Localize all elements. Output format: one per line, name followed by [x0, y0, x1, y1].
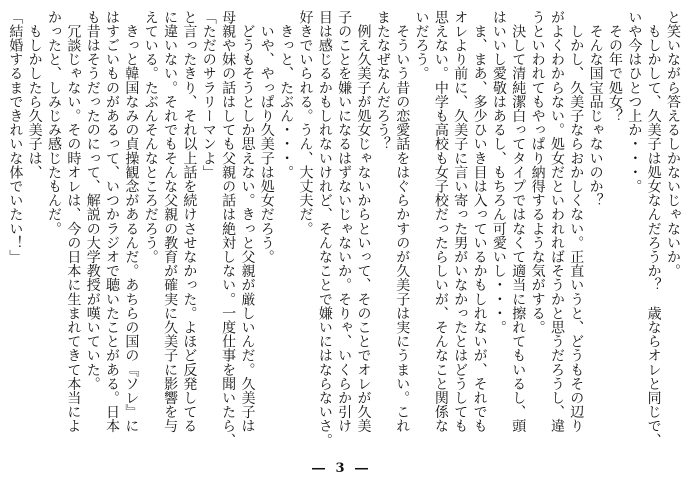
text-line: そういう昔の恋愛話をはぐらかすのが久美子は実にうまい。これ — [394, 10, 411, 433]
page-number: ― 3 ― — [311, 461, 369, 476]
text-line: 例え久美子が処女じゃないからといって、そのことでオレが久美 — [355, 10, 372, 433]
text-line: きっと韓国なみの貞操観念があるんだ。あちらの国の『ソレ』に — [123, 10, 140, 433]
text-line: 母親や妹の話はしても父親の話は絶対しない。一度仕事を聞いたら、 — [220, 10, 237, 448]
text-line: またなぜなんだろう？ — [374, 10, 391, 151]
text-line: きっと、たぶん・・・。 — [278, 10, 295, 180]
text-line: えている。たぶんそんなところだろう。 — [142, 10, 159, 264]
text-line: 思えない。中学も高校も女子校だったらしいが、そんなこと関係な — [432, 10, 449, 433]
text-line: オレより前に、久美子に言い寄った男がいなかったとはどうしても — [452, 10, 469, 433]
text-line: いや、やっぱり久美子は処女だろう。 — [258, 10, 275, 264]
text-line: と言ったきり、それ以上話を続けさせなかった。よほど反発してる — [181, 10, 198, 433]
text-line: もしかしたら久美子は、 — [26, 10, 43, 180]
text-line: に違いない。それでもそんな父親の教育が確実に久美子に影響を与 — [162, 10, 179, 433]
text-line: 好きでいられる。うん、大丈夫だ。 — [297, 10, 314, 236]
text-line: と笑いながら答えるしかないじゃないか。 — [665, 10, 681, 278]
text-line: その年で処女？ — [606, 10, 623, 123]
text-line: どうもそうとしか思えない。きっと父親が厳しいんだ。久美子は — [239, 10, 256, 433]
text-line: 目は感じるかもしれないけれど、そんなことで嫌いにはならないさ。 — [316, 10, 333, 448]
text-line: 「ただのサラリーマンよ」 — [200, 10, 217, 180]
text-line: かったと、しみじみ感じたもんだ。 — [46, 10, 62, 236]
vertical-body-text — [5, 10, 682, 462]
text-line: 「結婚するまできれいな体でいたい！」 — [7, 10, 24, 264]
text-line: そんな国宝品じゃないのか？ — [587, 10, 604, 208]
text-line: しかし、久美子ならおかしくない。正直いうと、どうもその辺り — [568, 10, 585, 433]
text-line: ま、まあ、多少ひいき目は入っているかもしれないが、それでも — [471, 10, 488, 433]
text-line: も昔はそうだったのにって、解説の大学教授が嘆いていた。 — [84, 10, 101, 391]
text-line: もしかして、久美子は処女なんだろうか？ 歳ならオレと同じで、 — [645, 10, 662, 448]
text-line: いだろう。 — [413, 10, 430, 81]
text-line: がよくわからない。処女だといわれればそうかと思うだろうし、違 — [548, 10, 565, 433]
text-line: 子のことを嫌いになるはずないじゃないか。そりゃ、いくらか引け — [336, 10, 353, 433]
text-line: いや今はひとつ上か・・・。 — [626, 10, 643, 194]
text-line: 決して清純潔白ってタイプではなくて適当に擦れてもいるし、頭 — [510, 10, 527, 433]
text-line: はいいし愛敬はあるし、もちろん可愛いし・・・。 — [490, 10, 507, 335]
text-line: 冗談じゃない。その時オレは、今の日本に生まれてきて本当によ — [65, 10, 82, 433]
text-line: うといわれてもやっぱり納得するような気がする。 — [529, 10, 546, 335]
text-line: はすごいものがあるって、いつかラジオで聴いたことがある。日本 — [104, 10, 121, 433]
